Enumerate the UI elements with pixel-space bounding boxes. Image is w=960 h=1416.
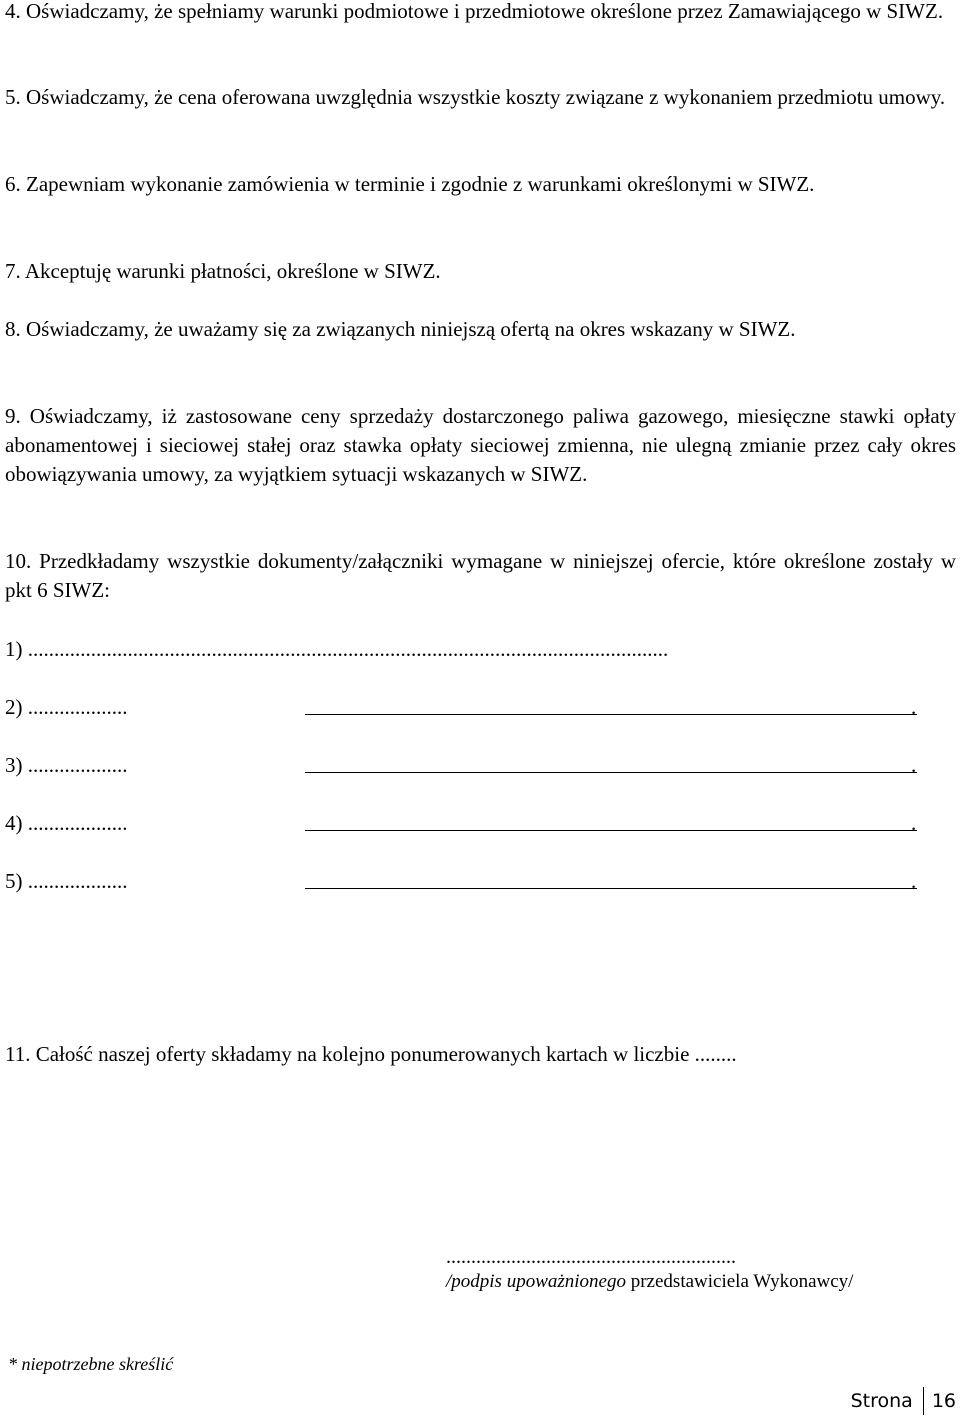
signature-label-italic: /podpis upoważnionego <box>446 1271 626 1292</box>
attachment-tail-4: . <box>911 811 917 835</box>
signature-line: .......................................................... <box>446 1246 736 1268</box>
signature-label-rest: przedstawiciela Wykonawcy/ <box>625 1271 854 1292</box>
attachment-underline-2 <box>305 714 917 715</box>
attachment-underline-4 <box>305 830 917 831</box>
item-11: 11. Całość naszej oferty składamy na kolejno ponumerowanych kartach w liczbie ........ <box>5 1042 737 1066</box>
attachment-tail-3: . <box>911 753 917 777</box>
item-7: 7. Akceptuję warunki płatności, określone w SIWZ. <box>5 259 441 283</box>
attachment-line-5: 5) ................... <box>5 869 128 893</box>
footnote: * niepotrzebne skreślić <box>8 1354 174 1374</box>
item-5: 5. Oświadczamy, że cena oferowana uwzględnia wszystkie koszty związane z wykonaniem przedmiotu umowy. <box>5 85 946 109</box>
attachment-line-2: 2) ................... <box>5 695 128 719</box>
document-page <box>5 0 956 1416</box>
footer-separator <box>923 1387 924 1415</box>
signature-label <box>446 1270 853 1294</box>
attachment-tail-2: . <box>911 695 917 719</box>
footer-page-number: 16 <box>931 1390 956 1412</box>
item-10: 10. Przedkładamy wszystkie dokumenty/załączniki wymagane w niniejszej ofercie, które określone zostały w pkt 6 SIWZ: <box>5 549 956 602</box>
item-8: 8. Oświadczamy, że uważamy się za związanych niniejszą ofertą na okres wskazany w SIWZ. <box>5 317 796 341</box>
footer-label: Strona <box>850 1390 913 1412</box>
attachment-underline-5 <box>305 888 917 889</box>
page-footer <box>851 1386 956 1416</box>
attachment-underline-3 <box>305 772 917 773</box>
attachment-line-4: 4) ................... <box>5 811 128 835</box>
item-9: 9. Oświadczamy, iż zastosowane ceny sprzedaży dostarczonego paliwa gazowego, miesięczne stawki opłaty abonamentowej i sieciowej stałej oraz stawka opłaty sieciowej zmienna, nie ulegną zmianie przez cały okres obowiązywania umowy, za wyjątkiem sytuacji wskazanych w SIWZ. <box>5 404 956 486</box>
attachment-line-3: 3) ................... <box>5 753 128 777</box>
attachment-tail-5: . <box>911 869 917 893</box>
attachment-line-1: 1) .......................................................................................................................... <box>5 637 669 661</box>
item-4: 4. Oświadczamy, że spełniamy warunki podmiotowe i przedmiotowe określone przez Zamawiającego w SIWZ. <box>5 0 944 23</box>
item-6: 6. Zapewniam wykonanie zamówienia w terminie i zgodnie z warunkami określonymi w SIWZ. <box>5 172 815 196</box>
